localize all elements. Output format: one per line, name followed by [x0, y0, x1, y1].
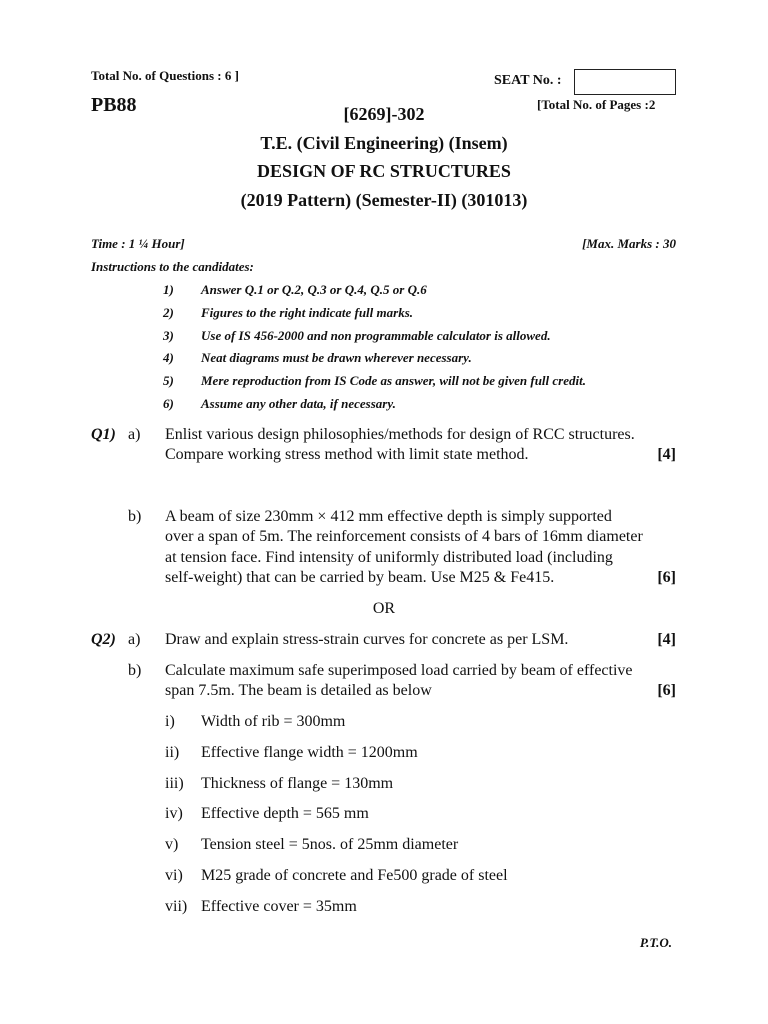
item-number: i)	[165, 713, 175, 730]
or-separator: OR	[372, 600, 396, 617]
item-text: Thickness of flange = 130mm	[201, 775, 394, 792]
seat-number-box	[574, 69, 676, 95]
course-title: T.E. (Civil Engineering) (Insem)	[260, 133, 508, 153]
please-turn-over: P.T.O.	[639, 935, 672, 950]
max-marks: [Max. Marks : 30	[582, 236, 676, 251]
subquestion-label: b)	[128, 662, 142, 679]
item-number: iv)	[165, 805, 183, 822]
marks-badge: [6]	[657, 569, 676, 586]
item-text: Width of rib = 300mm	[201, 713, 346, 730]
item-number: v)	[165, 836, 179, 853]
instruction-number: 2)	[163, 305, 174, 320]
item-text: Tension steel = 5nos. of 25mm diameter	[201, 836, 459, 853]
instruction-number: 5)	[163, 373, 174, 388]
question-text-line: Calculate maximum safe superimposed load carried by beam of effective	[165, 662, 633, 679]
item-text: M25 grade of concrete and Fe500 grade of steel	[201, 867, 508, 884]
subject-title: DESIGN OF RC STRUCTURES	[257, 161, 511, 181]
instruction-text: Neat diagrams must be drawn wherever necessary.	[201, 350, 472, 365]
instruction-number: 4)	[163, 350, 174, 365]
item-text: Effective cover = 35mm	[201, 898, 357, 915]
subquestion-label: a)	[128, 426, 141, 443]
instruction-text: Answer Q.1 or Q.2, Q.3 or Q.4, Q.5 or Q.6	[201, 282, 427, 297]
item-number: vi)	[165, 867, 183, 884]
item-text: Effective flange width = 1200mm	[201, 744, 418, 761]
instruction-text: Mere reproduction from IS Code as answer, will not be given full credit.	[201, 373, 586, 388]
item-number: ii)	[165, 744, 180, 761]
instruction-number: 1)	[163, 282, 174, 297]
marks-badge: [6]	[657, 682, 676, 699]
question-text-line: A beam of size 230mm × 412 mm effective depth is simply supported	[165, 508, 612, 525]
total-questions: Total No. of Questions : 6 ]	[91, 68, 239, 83]
question-text-line: Draw and explain stress-strain curves for concrete as per LSM.	[165, 631, 569, 648]
pattern-info: (2019 Pattern) (Semester-II) (301013)	[240, 190, 528, 210]
instruction-text: Figures to the right indicate full marks.	[201, 305, 414, 320]
paper-set-code: PB88	[91, 94, 137, 116]
question-label: Q1)	[91, 426, 116, 443]
item-number: iii)	[165, 775, 184, 792]
subquestion-label: b)	[128, 508, 142, 525]
question-text-line: over a span of 5m. The reinforcement consists of 4 bars of 16mm diameter	[165, 528, 643, 545]
question-text-line: self-weight) that can be carried by beam. Use M25 & Fe415.	[165, 569, 555, 586]
total-pages: [Total No. of Pages :2	[537, 97, 656, 112]
question-text-line: at tension face. Find intensity of uniformly distributed load (including	[165, 549, 613, 566]
instruction-text: Assume any other data, if necessary.	[201, 396, 396, 411]
question-text-line: Compare working stress method with limit state method.	[165, 446, 529, 463]
question-text-line: Enlist various design philosophies/methods for design of RCC structures.	[165, 426, 635, 443]
subquestion-label: a)	[128, 631, 141, 648]
instruction-text: Use of IS 456-2000 and non programmable calculator is allowed.	[201, 328, 551, 343]
instruction-number: 3)	[163, 328, 174, 343]
question-text-line: span 7.5m. The beam is detailed as below	[165, 682, 432, 699]
instruction-number: 6)	[163, 396, 174, 411]
marks-badge: [4]	[657, 631, 676, 648]
item-number: vii)	[165, 898, 188, 915]
seat-number-label: SEAT No. :	[494, 73, 562, 88]
item-text: Effective depth = 565 mm	[201, 805, 369, 822]
question-label: Q2)	[91, 631, 116, 648]
exam-time: Time : 1 ¼ Hour]	[91, 236, 185, 251]
marks-badge: [4]	[657, 446, 676, 463]
instructions-heading: Instructions to the candidates:	[91, 259, 254, 274]
paper-code: [6269]-302	[343, 104, 425, 124]
